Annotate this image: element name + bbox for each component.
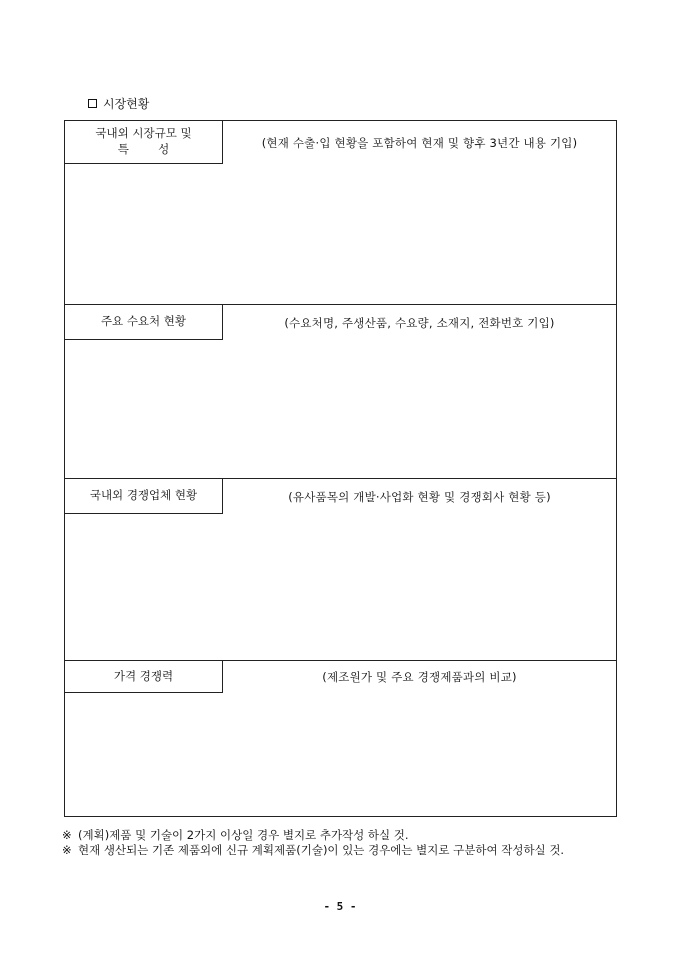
row-input-area[interactable]	[65, 164, 616, 304]
row-label-customers	[65, 305, 223, 340]
row-label-market-size	[65, 121, 223, 164]
note-text: 현재 생산되는 기존 제품외에 신규 계획제품(기술)이 있는 경우에는 별지로 구분하여 작성하실 것.	[78, 843, 565, 857]
reference-mark-icon: ※	[62, 828, 72, 842]
table-row-customers	[65, 305, 616, 479]
note-item	[62, 843, 622, 858]
section-heading	[88, 95, 149, 112]
row-description: (제조원가 및 주요 경쟁제품과의 비교)	[322, 670, 517, 684]
row-input-area[interactable]	[65, 693, 616, 816]
table-row-market-size	[65, 121, 616, 305]
note-item	[62, 828, 622, 843]
notes	[62, 828, 622, 858]
table-row-competitors	[65, 479, 616, 661]
row-label-line: 주요 수요처 현황	[100, 314, 187, 329]
row-label-price	[65, 661, 223, 693]
row-description: (현재 수출·입 현황을 포함하여 현재 및 향후 3년간 내용 기입)	[261, 135, 578, 150]
reference-mark-icon: ※	[62, 843, 72, 857]
market-status-table	[64, 120, 617, 817]
checkbox-icon	[88, 99, 97, 108]
row-label-line: 특 성	[117, 142, 170, 156]
row-description: (유사품목의 개발·사업화 현황 및 경쟁회사 현황 등)	[288, 489, 551, 504]
note-text: (계획)제품 및 기술이 2가지 이상일 경우 별지로 추가작성 하실 것.	[78, 828, 409, 842]
row-description: (수요처명, 주생산품, 수요량, 소재지, 전화번호 기입)	[284, 315, 555, 330]
section-title: 시장현황	[103, 97, 150, 111]
row-label-line: 가격 경쟁력	[113, 668, 174, 683]
page-number: - 5 -	[323, 900, 357, 913]
row-input-area[interactable]	[65, 514, 616, 660]
table-row-price	[65, 661, 616, 816]
row-label-line: 국내외 경쟁업체 현황	[89, 488, 198, 503]
row-label-competitors	[65, 479, 223, 514]
row-input-area[interactable]	[65, 340, 616, 478]
row-label-line: 국내외 시장규모 및	[95, 126, 192, 141]
